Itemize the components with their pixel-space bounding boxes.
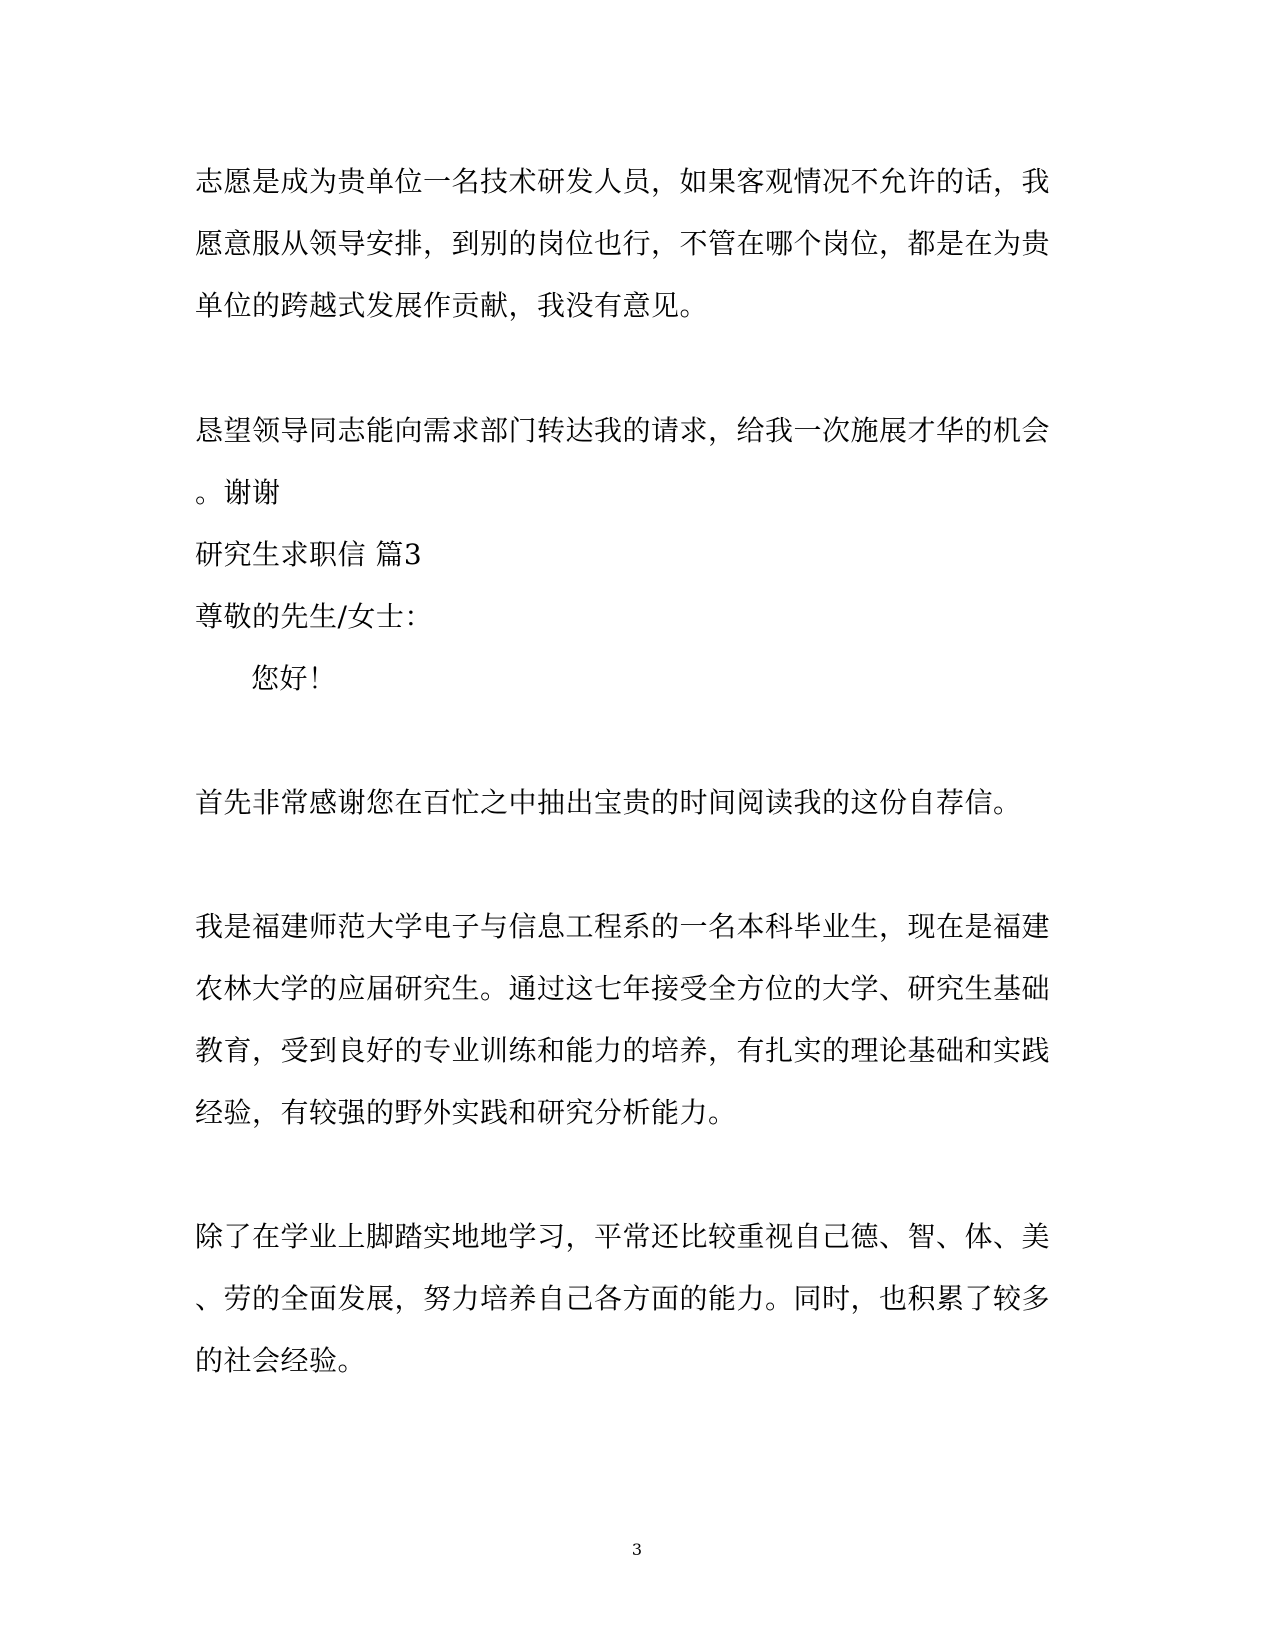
- paragraph-line: 除了在学业上脚踏实地地学习，平常还比较重视自己德、智、体、美: [195, 1220, 1051, 1253]
- paragraph-line: 教育，受到良好的专业训练和能力的培养，有扎实的理论基础和实践: [195, 1034, 1051, 1067]
- section-heading: 研究生求职信 篇3: [195, 538, 423, 571]
- page-number: 3: [631, 1540, 643, 1559]
- paragraph-line: 农林大学的应届研究生。通过这七年接受全方位的大学、研究生基础: [195, 972, 1051, 1005]
- paragraph-line: 、劳的全面发展，努力培养自己各方面的能力。同时，也积累了较多: [195, 1282, 1051, 1315]
- paragraph-line: 我是福建师范大学电子与信息工程系的一名本科毕业生，现在是福建: [195, 910, 1051, 943]
- paragraph-line: 愿意服从领导安排，到别的岗位也行，不管在哪个岗位，都是在为贵: [195, 227, 1051, 260]
- paragraph-line: 首先非常感谢您在百忙之中抽出宝贵的时间阅读我的这份自荐信。: [195, 786, 1022, 819]
- paragraph-line: 志愿是成为贵单位一名技术研发人员，如果客观情况不允许的话，我: [195, 165, 1051, 198]
- paragraph-line: 恳望领导同志能向需求部门转达我的请求，给我一次施展才华的机会: [195, 414, 1051, 447]
- paragraph-line: 单位的跨越式发展作贡献，我没有意见。: [195, 289, 709, 322]
- greeting: 您好！: [251, 662, 337, 695]
- paragraph-line: 。谢谢: [195, 476, 281, 509]
- paragraph-line: 的社会经验。: [195, 1344, 367, 1377]
- paragraph-line: 经验，有较强的野外实践和研究分析能力。: [195, 1096, 737, 1129]
- salutation: 尊敬的先生/女士：: [195, 600, 433, 633]
